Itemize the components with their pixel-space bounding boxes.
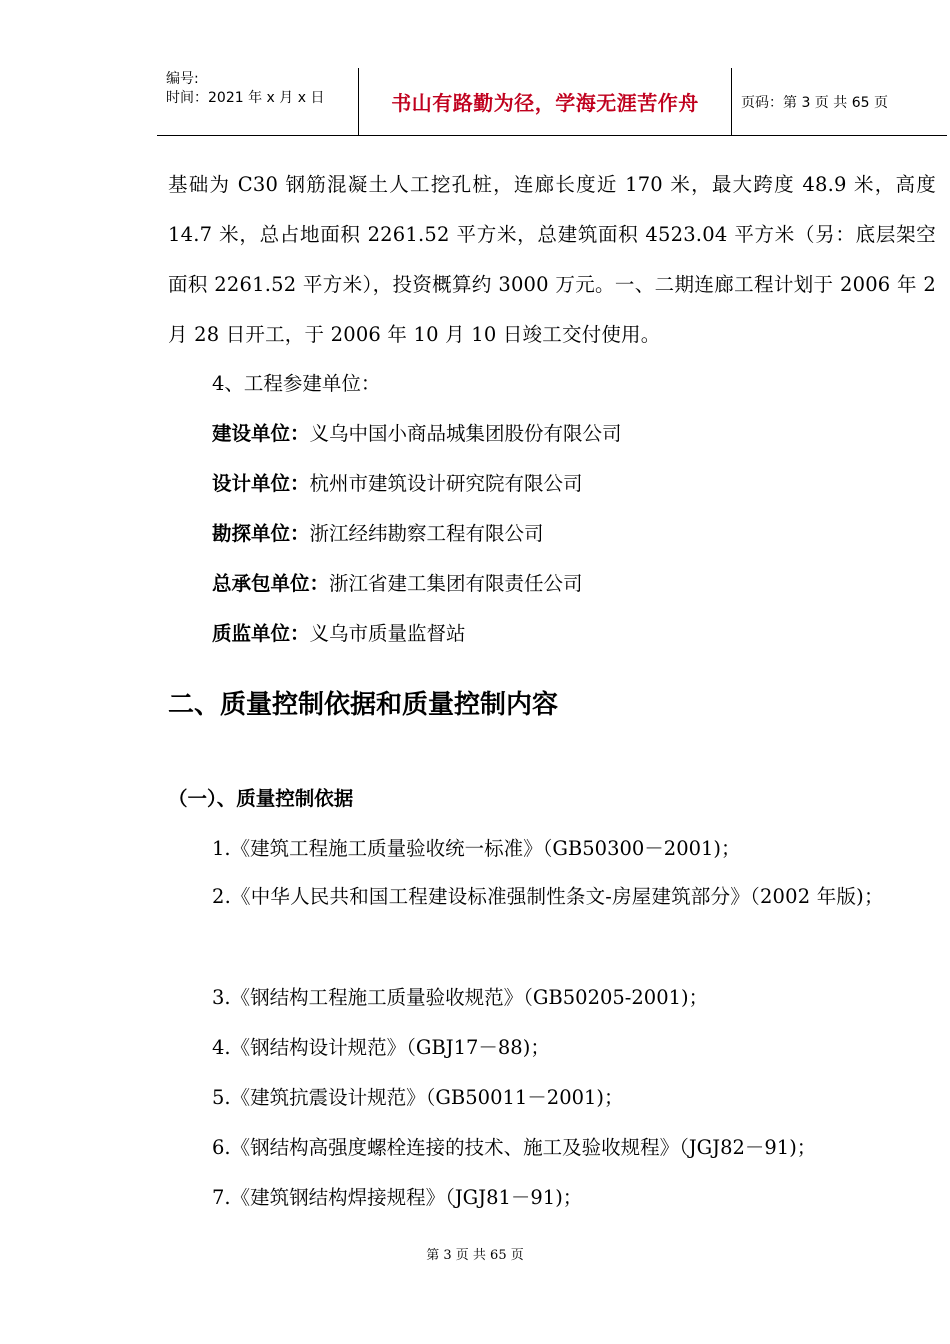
- participant-row: [212, 471, 583, 497]
- participant-value: 浙江经纬勘察工程有限公司: [309, 522, 544, 545]
- participant-row: [212, 621, 466, 647]
- participant-label: 建设单位：: [212, 422, 310, 445]
- participant-label: 总承包单位：: [212, 572, 330, 595]
- serial-label: 编号:: [166, 71, 199, 87]
- time-label: 时间：2021 年 x 月 x 日: [166, 90, 325, 106]
- list-item: 1.《建筑工程施工质量验收统一标准》（GB50300－2001)；: [212, 837, 741, 860]
- project-description: 基础为 C30 钢筋混凝土人工挖孔桩，连廊长度近 170 米，最大跨度 48.9 米，高度 14.7 米，总占地面积 2261.52 平方米，总建筑面积 4523.04 平方米（另：底层架空面积 2261.52 平方米），投资概算约 3000 万元。一、二期连廊工程计划于 2006 年 2 月 28 日开工，于 2006 年 10 月 10 日竣工交付使用。: [168, 173, 936, 346]
- section-title: 二、质量控制依据和质量控制内容: [168, 690, 559, 720]
- list-item: 5.《建筑抗震设计规范》（GB50011－2001)；: [212, 1086, 624, 1109]
- list-item: 6.《钢结构高强度螺栓连接的技术、施工及验收规程》（JGJ82－91)；: [212, 1136, 817, 1159]
- list-item: 4.《钢结构设计规范》（GBJ17－88)；: [212, 1036, 550, 1059]
- participant-row: [212, 421, 622, 447]
- participant-row: [212, 521, 544, 547]
- participants-heading: [212, 371, 380, 397]
- participant-row: [212, 571, 583, 597]
- participant-label: 勘探单位：: [212, 522, 310, 545]
- participant-value: 杭州市建筑设计研究院有限公司: [309, 472, 583, 495]
- participant-value: 义乌市质量监督站: [309, 622, 466, 645]
- page-footer: 第 3 页 共 65 页: [426, 1248, 524, 1263]
- participant-value: 义乌中国小商品城集团股份有限公司: [309, 422, 622, 445]
- header-motto: 书山有路勤为径，学海无涯苦作舟: [359, 68, 732, 135]
- header-page-info: 页码：第 3 页 共 65 页: [741, 94, 888, 111]
- list-item: 3.《钢结构工程施工质量验收规范》（GB50205-2001)；: [212, 986, 709, 1009]
- page-header: [157, 68, 947, 136]
- participants-heading-text: 4、工程参建单位：: [212, 372, 381, 395]
- participant-label: 设计单位：: [212, 472, 310, 495]
- participant-label: 质监单位：: [212, 622, 310, 645]
- list-item: 2.《中华人民共和国工程建设标准强制性条文-房屋建筑部分》（2002 年版)；: [212, 885, 884, 908]
- subsection-title: （一）、质量控制依据: [168, 787, 354, 810]
- header-meta: [157, 68, 359, 135]
- list-item: 7.《建筑钢结构焊接规程》（JGJ81－91)；: [212, 1186, 583, 1209]
- participant-value: 浙江省建工集团有限责任公司: [329, 572, 583, 595]
